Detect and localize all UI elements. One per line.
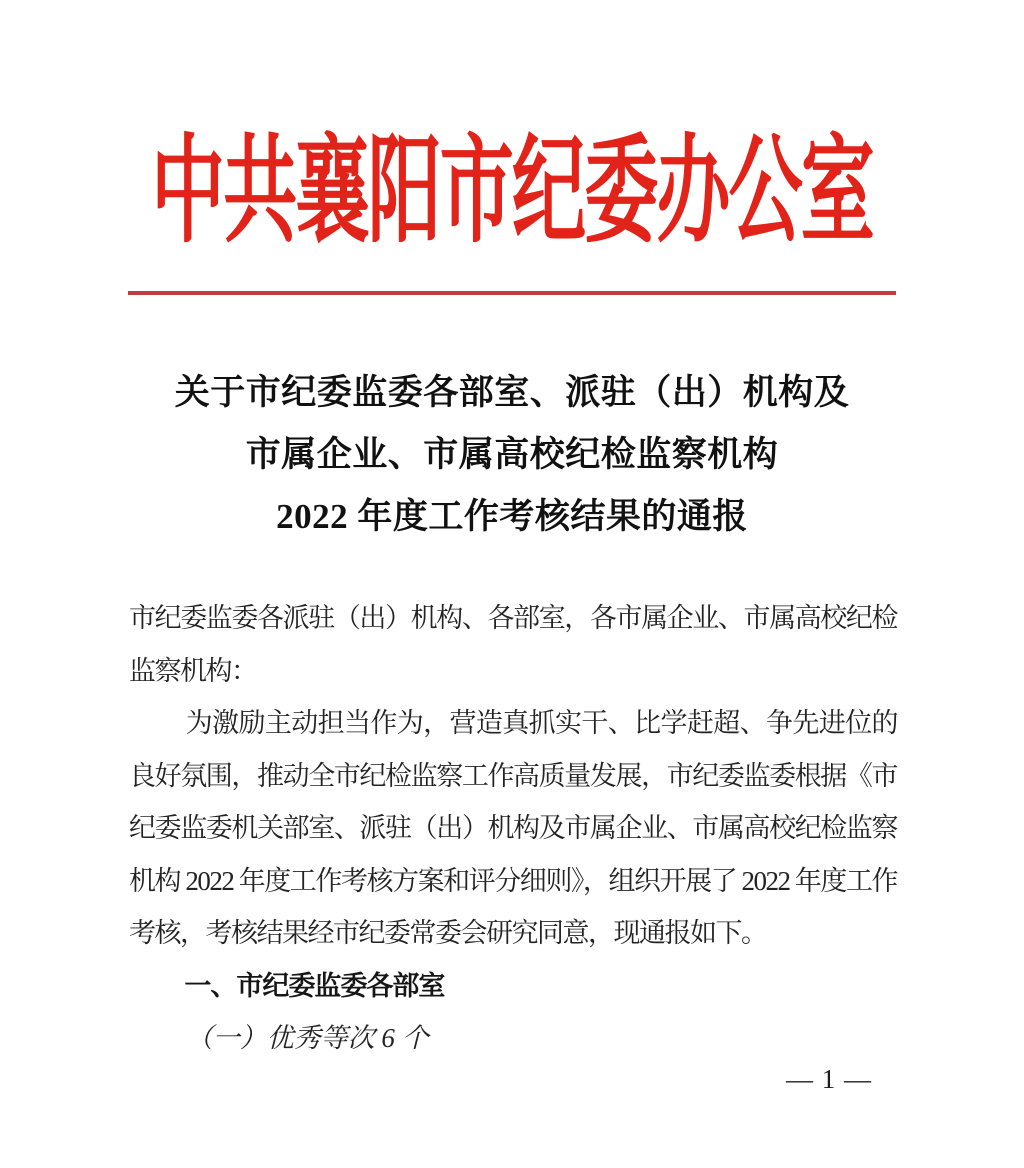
- body-paragraph: 为激励主动担当作为，营造真抓实干、比学赶超、争先进位的良好氛围，推动全市纪检监察工作高质量发展，市纪委监委根据《市纪委监委机关部室、派驻（出）机构及市属企业、市属高校纪检监察机构 2022 年度工作考核方案和评分细则》，组织开展了 2022 年度工作考核，考核结果经市纪委常委会研究同意，现通报如下。: [129, 708, 897, 948]
- document-body: [129, 592, 897, 1065]
- document-title-line-2: 市属企业、市属高校纪检监察机构: [245, 435, 779, 474]
- document-title-line-3: 2022 年度工作考核结果的通报: [276, 497, 748, 536]
- org-masthead: [0, 126, 1024, 257]
- document-title-line-1: 关于市纪委监委各部室、派驻（出）机构及: [174, 373, 850, 412]
- page-number: — 1 —: [786, 1064, 872, 1094]
- section-heading: 一、市纪委监委各部室: [184, 970, 445, 1001]
- subsection-heading: （一）优秀等次 6 个: [185, 1023, 429, 1053]
- document-title: [64, 362, 960, 548]
- salutation: 市纪委监委各派驻（出）机构、各部室，各市属企业、市属高校纪检监察机构：: [129, 603, 897, 686]
- org-title: 中共襄阳市纪委办公室: [150, 126, 873, 257]
- red-separator-rule: [128, 291, 896, 295]
